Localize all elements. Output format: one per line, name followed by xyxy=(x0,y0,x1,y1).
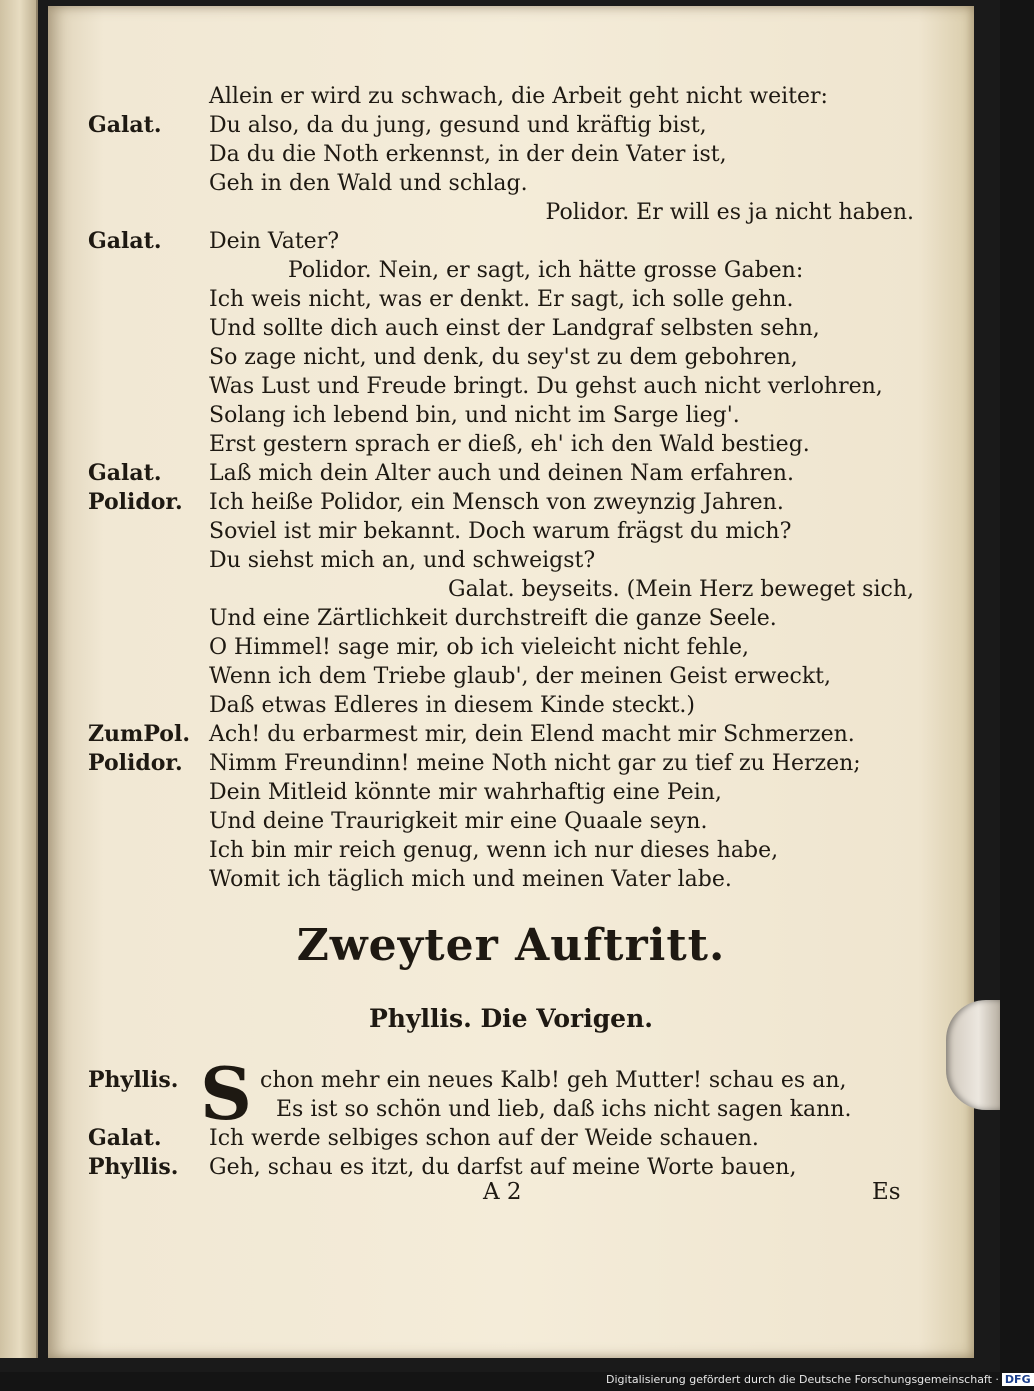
verse-line: Ich weis nicht, was er denkt. Er sagt, ich solle gehn. xyxy=(209,287,794,312)
verse-line: Da du die Noth erkennst, in der dein Vater ist, xyxy=(209,142,727,167)
verse-line: chon mehr ein neues Kalb! geh Mutter! schau es an, xyxy=(260,1068,847,1093)
speaker-label: Galat. xyxy=(88,228,162,254)
verse-line: Du also, da du jung, gesund und kräftig bist, xyxy=(209,113,707,138)
verse-line: Ich werde selbiges schon auf der Weide schauen. xyxy=(209,1126,759,1151)
catchword: Es xyxy=(872,1179,901,1205)
scene-title: Zweyter Auftritt. xyxy=(296,920,726,971)
speaker-label: Galat. xyxy=(88,1125,162,1151)
dfg-logo: DFG xyxy=(1002,1373,1034,1386)
verse-line: Soviel ist mir bekannt. Doch warum frägst du mich? xyxy=(209,519,792,544)
verse-line-indented: Polidor. Nein, er sagt, ich hätte grosse Gaben: xyxy=(288,258,804,283)
page-holder-tab xyxy=(946,1000,1000,1110)
verse-line: Womit ich täglich mich und meinen Vater labe. xyxy=(209,867,732,892)
verse-line: O Himmel! sage mir, ob ich vieleicht nicht fehle, xyxy=(209,635,749,660)
verse-line: Es ist so schön und lieb, daß ichs nicht sagen kann. xyxy=(276,1097,852,1122)
verse-line: Und sollte dich auch einst der Landgraf selbsten sehn, xyxy=(209,316,820,341)
drop-cap: S xyxy=(200,1051,252,1136)
speaker-label: Polidor. xyxy=(88,489,183,515)
previous-page-edge xyxy=(0,0,38,1358)
verse-line: Und eine Zärtlichkeit durchstreift die ganze Seele. xyxy=(209,606,777,631)
verse-line: Geh in den Wald und schlag. xyxy=(209,171,528,196)
verse-line: Ich heiße Polidor, ein Mensch von zweynzig Jahren. xyxy=(209,490,784,515)
verse-line: Was Lust und Freude bringt. Du gehst auch nicht verlohren, xyxy=(209,374,883,399)
speaker-label: Phyllis. xyxy=(88,1067,179,1093)
speaker-label: Galat. xyxy=(88,112,162,138)
verse-line: Erst gestern sprach er dieß, eh' ich den Wald bestieg. xyxy=(209,432,810,457)
verse-line: So zage nicht, und denk, du sey'st zu dem gebohren, xyxy=(209,345,798,370)
verse-line: Und deine Traurigkeit mir eine Quaale seyn. xyxy=(209,809,708,834)
speaker-label: ZumPol. xyxy=(88,721,190,747)
verse-line: Geh, schau es itzt, du darfst auf meine Worte bauen, xyxy=(209,1155,797,1180)
verse-line: Nimm Freundinn! meine Noth nicht gar zu tief zu Herzen; xyxy=(209,751,861,776)
signature-mark: A 2 xyxy=(483,1179,522,1205)
verse-line: Du siehst mich an, und schweigst? xyxy=(209,548,596,573)
verse-line-right: Polidor. Er will es ja nicht haben. xyxy=(545,200,914,225)
verse-line: Ach! du erbarmest mir, dein Elend macht mir Schmerzen. xyxy=(209,722,855,747)
verse-line: Wenn ich dem Triebe glaub', der meinen Geist erweckt, xyxy=(209,664,832,689)
verse-line: Allein er wird zu schwach, die Arbeit geht nicht weiter: xyxy=(209,84,828,109)
verse-line: Dein Vater? xyxy=(209,229,340,254)
speaker-label: Phyllis. xyxy=(88,1154,179,1180)
verse-line: Laß mich dein Alter auch und deinen Nam erfahren. xyxy=(209,461,794,486)
scene-subtitle: Phyllis. Die Vorigen. xyxy=(369,1004,653,1033)
verse-line-right: Galat. beyseits. (Mein Herz beweget sich, xyxy=(448,577,914,602)
book-page xyxy=(48,6,974,1358)
verse-line: Ich bin mir reich genug, wenn ich nur dieses habe, xyxy=(209,838,779,863)
speaker-label: Polidor. xyxy=(88,750,183,776)
speaker-label: Galat. xyxy=(88,460,162,486)
footer-text: Digitalisierung gefördert durch die Deutsche Forschungsgemeinschaft · xyxy=(606,1373,999,1386)
verse-line: Solang ich lebend bin, und nicht im Sarge lieg'. xyxy=(209,403,740,428)
verse-line: Dein Mitleid könnte mir wahrhaftig eine Pein, xyxy=(209,780,722,805)
digitization-footer xyxy=(606,1373,1034,1386)
verse-line: Daß etwas Edleres in diesem Kinde steckt.) xyxy=(209,693,696,718)
